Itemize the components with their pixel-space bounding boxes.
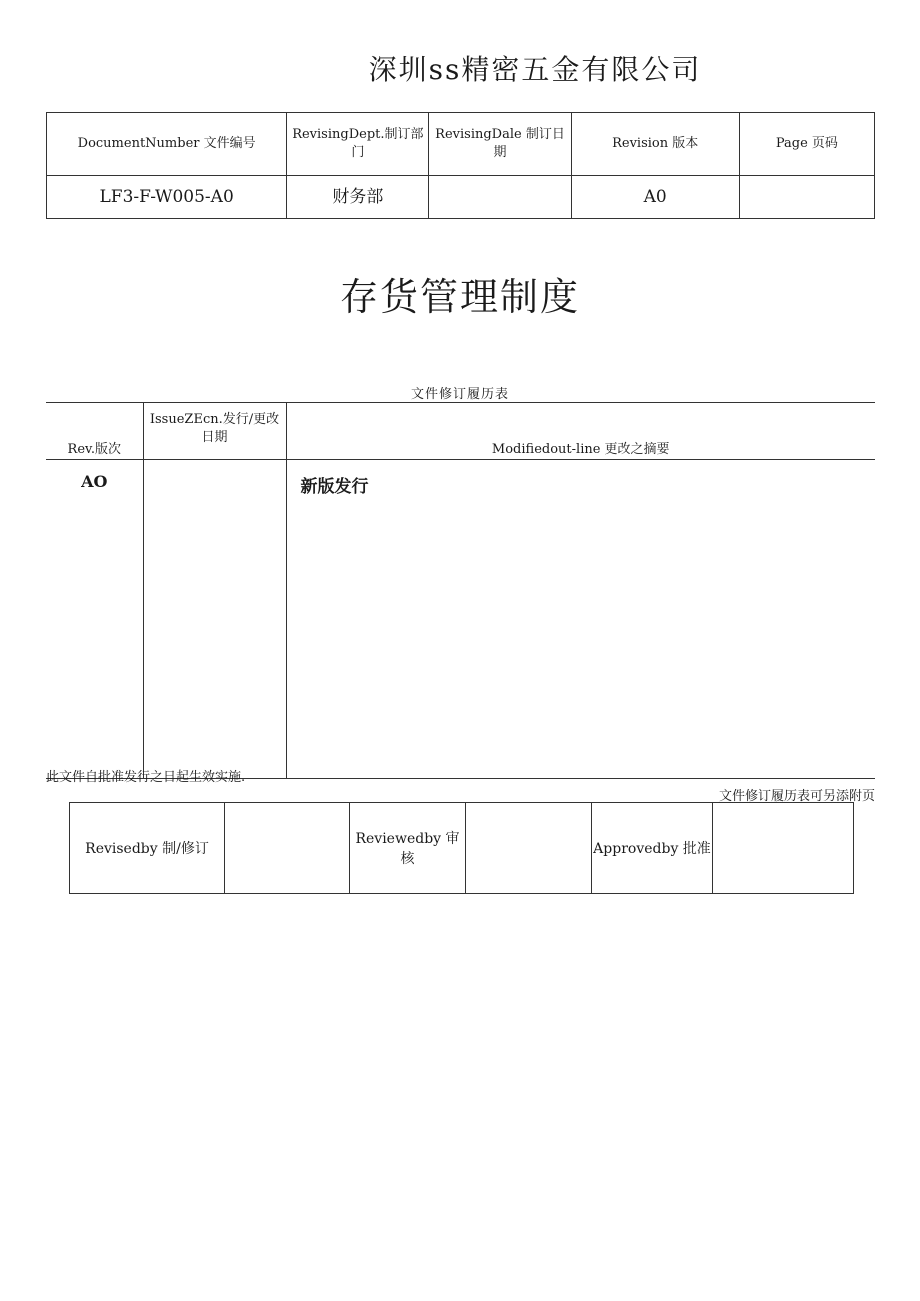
summary-cell: 新版发行: [286, 460, 875, 779]
reviewed-by-field[interactable]: [466, 803, 592, 894]
effective-note: 此文件自批准发行之日起生效实施.: [46, 770, 246, 785]
revision-value: A0: [571, 176, 739, 219]
document-meta-table: [46, 112, 875, 219]
table-row: [46, 460, 875, 779]
signature-row: [70, 803, 854, 894]
page-header: Page 页码: [739, 113, 874, 176]
revised-by-field[interactable]: [225, 803, 350, 894]
document-meta-header-row: [47, 113, 875, 176]
rev-header: Rev.版次: [46, 403, 143, 460]
signature-table: [69, 802, 854, 894]
revising-dept-header: RevisingDept.制订部门: [287, 113, 429, 176]
document-number-header: DocumentNumber 文件编号: [47, 113, 287, 176]
document-meta-value-row: [47, 176, 875, 219]
revised-by-label: Revisedby 制/修订: [70, 803, 225, 894]
revising-date-header: RevisingDale 制订日期: [429, 113, 571, 176]
approved-by-label: Approvedby 批准: [592, 803, 713, 894]
issue-date-header: IssueZEcn.发行/更改日期: [143, 403, 286, 460]
revising-dept-value: 财务部: [287, 176, 429, 219]
issue-date-cell: [143, 460, 286, 779]
document-number-value: LF3-F-W005-A0: [47, 176, 287, 219]
revising-date-value: [429, 176, 571, 219]
revision-history-caption: 文件修订履历表: [410, 387, 509, 402]
revision-header: Revision 版本: [571, 113, 739, 176]
page-value: [739, 176, 874, 219]
company-name: 深圳ss精密五金有限公司: [368, 53, 702, 86]
additional-pages-note: 文件修订履历表可另添附页: [718, 789, 875, 804]
rev-cell: AO: [46, 460, 143, 779]
document-title: 存货管理制度: [339, 275, 580, 319]
revision-history-table: [46, 402, 875, 779]
reviewed-by-label: Reviewedby 审核: [350, 803, 466, 894]
revision-history-header-row: [46, 403, 875, 460]
approved-by-field[interactable]: [713, 803, 854, 894]
summary-header: Modifiedout-line 更改之摘要: [286, 403, 875, 460]
